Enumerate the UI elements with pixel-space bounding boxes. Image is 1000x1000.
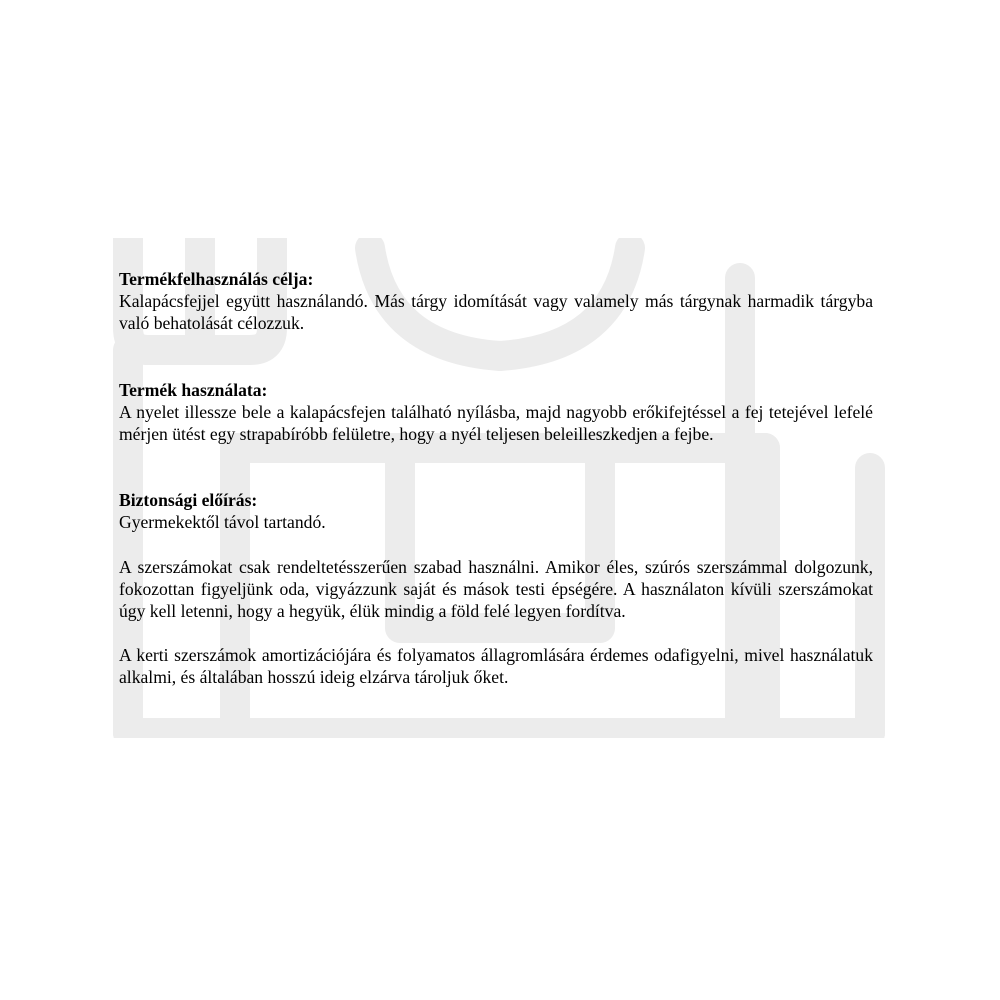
document-body [119, 268, 873, 689]
section-heading-purpose: Termékfelhasználás célja: [119, 269, 314, 289]
safety-paragraph-children: Gyermekektől távol tartandó. [119, 512, 326, 533]
section-heading-usage: Termék használata: [119, 379, 268, 400]
safety-paragraph-tools: A szerszámokat csak rendeltetésszerűen szabad használni. Amikor éles, szúrós szerszámmal dolgozunk, fokozottan figyeljünk oda, vigyázzunk saját és mások testi épségére. A használaton kívüli szerszámokat úgy kell letenni, hogy a hegyük, élük mindig a föld felé legyen fordítva. [119, 556, 873, 622]
purpose-paragraph: Kalapácsfejjel együtt használandó. Más tárgy idomítását vagy valamely más tárgynak harmadik tárgyba való behatolását célozzuk. [119, 291, 873, 334]
section-heading-safety: Biztonsági előírás: [119, 490, 258, 511]
usage-paragraph: A nyelet illessze bele a kalapácsfejen található nyílásba, majd nagyobb erőkifejtéssel a fej tetejével lefelé mérjen ütést egy strapabíróbb felületre, hogy a nyél teljesen beleilleszkedjen a fejbe. [119, 401, 873, 445]
safety-paragraph-maintenance: A kerti szerszámok amortizációjára és folyamatos állagromlására érdemes odafigyelni, mivel használatuk alkalmi, és általában hosszú ideig elzárva tároljuk őket. [119, 645, 873, 688]
